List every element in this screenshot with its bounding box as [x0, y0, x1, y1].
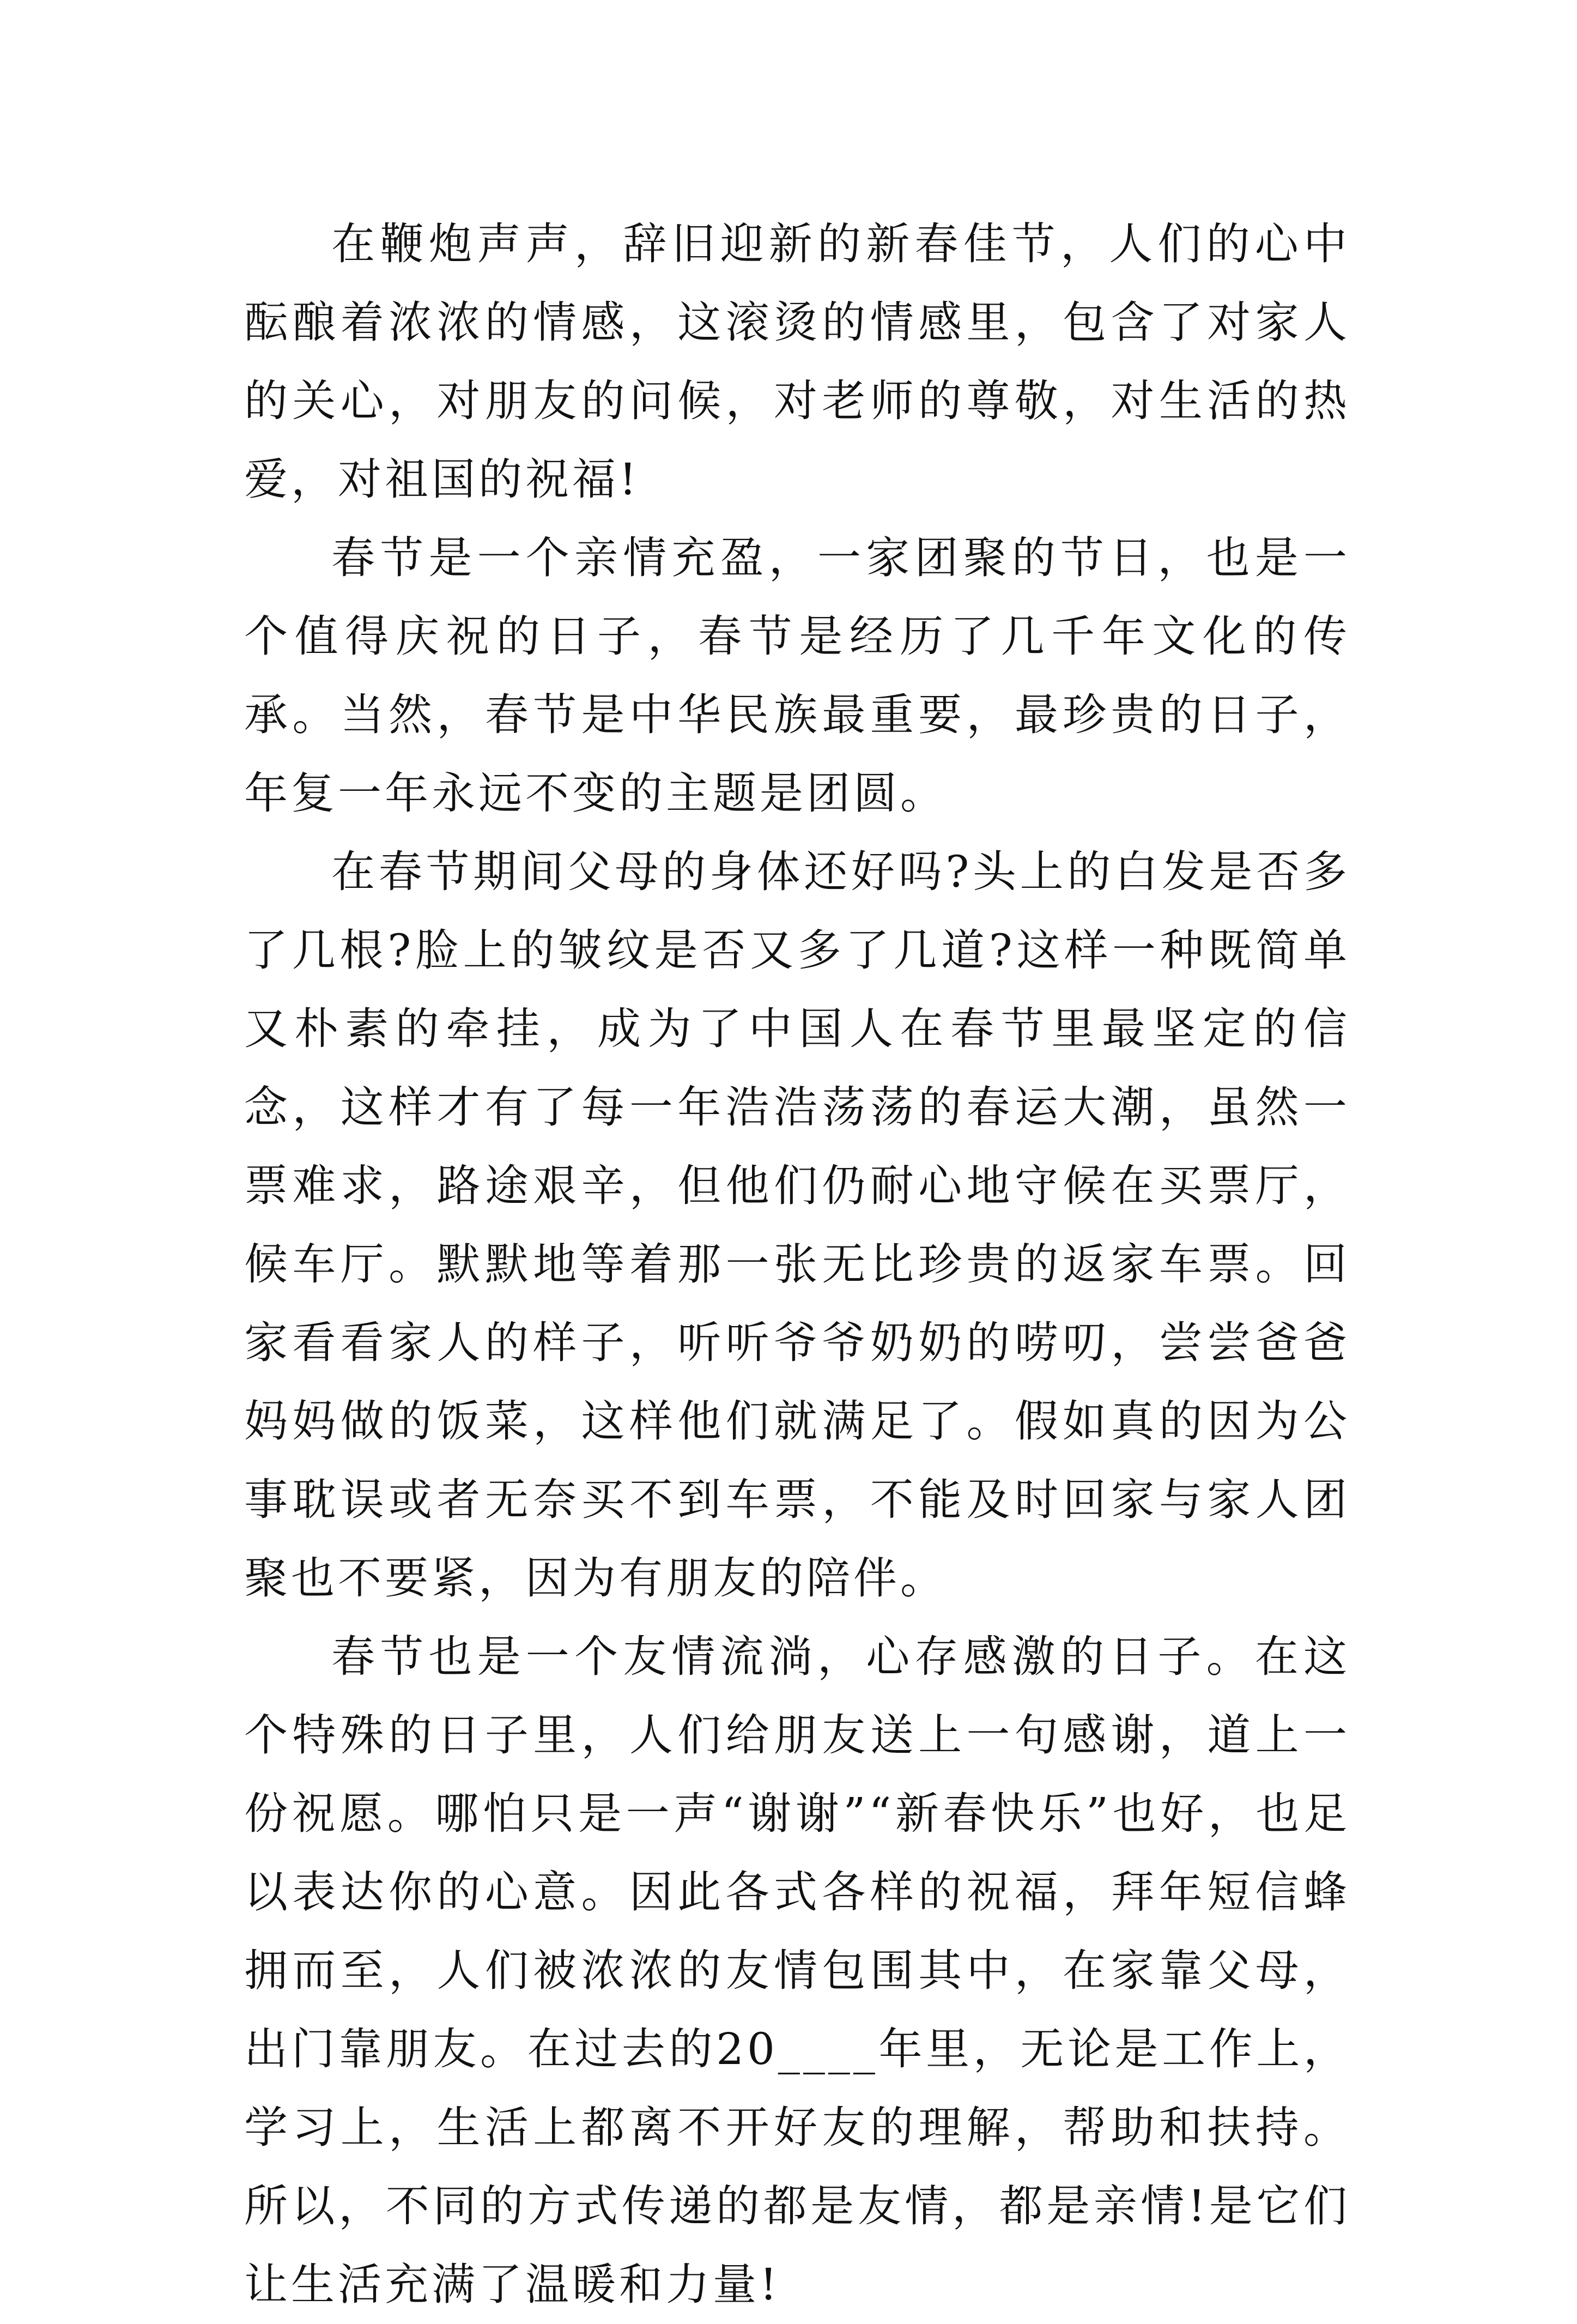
paragraph-2: 春节是一个亲情充盈，一家团聚的节日，也是一个值得庆祝的日子，春节是经历了几千年文化的传承。当然，春节是中华民族最重要，最珍贵的日子，年复一年永远不变的主题是团圆。 — [244, 532, 1350, 819]
paragraph-3: 在春节期间父母的身体还好吗?头上的白发是否多了几根?脸上的皱纹是否又多了几道?这样一种既简单又朴素的牵挂，成为了中国人在春节里最坚定的信念，这样才有了每一年浩浩荡荡的春运大潮，虽然一票难求，路途艰辛，但他们仍耐心地守候在买票厅，候车厅。默默地等着那一张无比珍贵的返家车票。回家看看家人的样子，听听爷爷奶奶的唠叨，尝尝爸爸妈妈做的饭菜，这样他们就满足了。假如真的因为公事耽误或者无奈买不到车票，不能及时回家与家人团聚也不要紧，因为有朋友的陪伴。 — [244, 846, 1350, 1603]
body-text — [244, 205, 1350, 2324]
paragraph-1: 在鞭炮声声，辞旧迎新的新春佳节，人们的心中酝酿着浓浓的情感，这滚烫的情感里，包含了对家人的关心，对朋友的问候，对老师的尊敬，对生活的热爱，对祖国的祝福! — [244, 219, 1350, 505]
paragraph-4: 春节也是一个友情流淌，心存感激的日子。在这个特殊的日子里，人们给朋友送上一句感谢，道上一份祝愿。哪怕只是一声“谢谢”“新春快乐”也好，也足以表达你的心意。因此各式各样的祝福，拜年短信蜂拥而至，人们被浓浓的友情包围其中，在家靠父母，出门靠朋友。在过去的20____年里，无论是工作上，学习上，生活上都离不开好友的理解，帮助和扶持。所以，不同的方式传递的都是友情，都是亲情!是它们让生活充满了温暖和力量! — [244, 1631, 1350, 2310]
